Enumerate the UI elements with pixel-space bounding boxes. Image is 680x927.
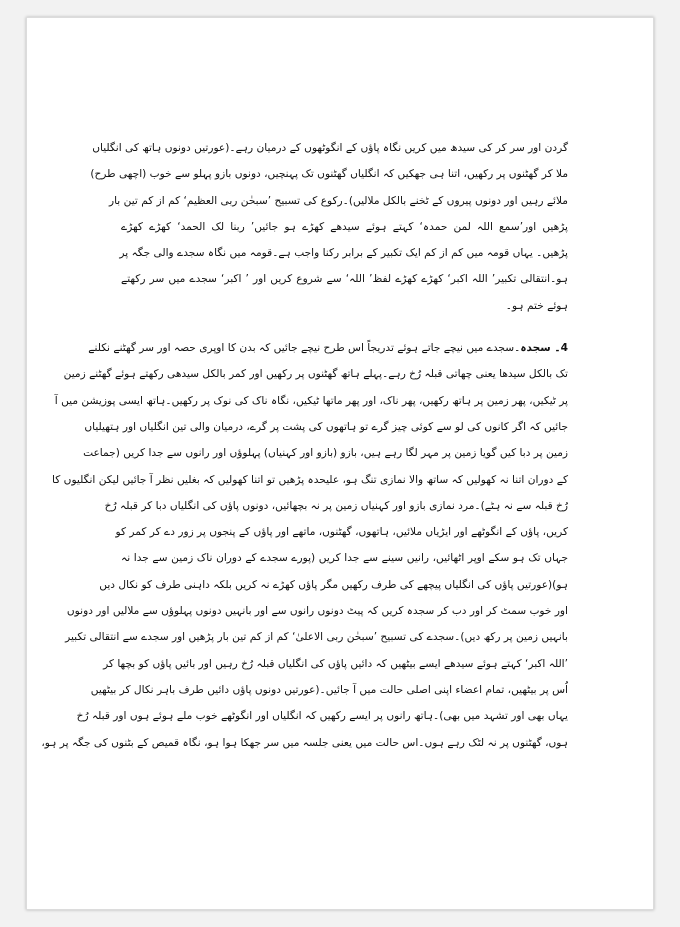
text-line: ملائے رہیں اور دونوں پیروں کے ٹخنے بالکل ملالیں)۔رکوع کی تسبیح ’سبحٰن ربی العظیم‘ کم از کم تین بار [108, 194, 568, 207]
text-line: اور خوب سمٹ کر اور دب کر سجدہ کریں کہ پیٹ دونوں رانوں سے اور بانہیں دونوں پہلوؤں سے ملالیں اور دونوں [66, 605, 568, 618]
document-page [26, 17, 654, 910]
text-line: رُخ قبلہ سے نہ ہٹے)۔مرد نمازی بازو اور کہنیاں زمین پر نہ بچھائیں، دونوں پاؤں کی انگلیاں دبا کر قبلہ رُخ [104, 499, 568, 512]
text-line: گردن اور سر کر کی سیدھ میں کریں نگاہ پاؤں کے انگوٹھوں کے درمیان رہے۔(عورتیں دونوں ہاتھ کی انگلیاں [92, 142, 568, 154]
text-line: تک بالکل سیدھا یعنی چھاتی قبلہ رُخ رہے۔پہلے ہاتھ گھٹنوں پر رکھیں اور کمر بالکل سیدھی رکھتے ہوئے گھٹنے زمین [63, 368, 568, 381]
text-line: بانہیں زمین پر رکھ دیں)۔سجدے کی تسبیح ’سبحٰن ربی الاعلیٰ‘ کم از کم تین بار پڑھیں اور سجدے سے انتقالی تکبیر [65, 631, 568, 644]
text-line: ہوں، گھٹنوں پر نہ لٹک رہے ہوں۔اس حالت میں یعنی جلسہ میں سر جھکا ہوا ہو، نگاہ قمیص کے بٹنوں کی جگہ پر ہو، [41, 736, 568, 749]
text-line: کریں، پاؤں کے انگوٹھے اور ایڑیاں ملائیں، ہاتھوں، گھٹنوں، ماتھے اور پاؤں کے پنجوں پر زور دے کر کمر کو [115, 526, 568, 539]
text-line: جائیں کہ اگر کانوں کی لو سے کوئی چیز گرے تو ہاتھوں کی پشت پر گرے، درمیان والی تین انگلیاں اور ہتھیلیاں [84, 420, 568, 433]
text-line-with-heading [88, 335, 568, 361]
text-line: یہاں بھی اور تشہد میں بھی)۔ہاتھ رانوں پر ایسے رکھیں کہ انگلیاں اور انگوٹھے خوب ملے ہوئے ہوں اور قبلہ رُخ [76, 710, 568, 723]
text-line: ’اللہ اکبر‘ کہتے ہوئے سیدھے ایسے بیٹھیں کہ دائیں پاؤں کی انگلیاں قبلہ رُخ رہیں اور بائیں پاؤں کو بچھا کر [103, 657, 568, 670]
text-line: ہو۔انتقالی تکبیر’ اللہ اکبر‘ کھڑے کھڑے لفظ’ اللہ‘ سے شروع کریں اور ’ اکبر‘ سجدے میں سر رکھتے [121, 273, 568, 286]
text-line: ہو)(عورتیں پاؤں کی انگلیاں پیچھے کی طرف رکھیں مگر پاؤں کھڑے نہ کریں بلکہ داہنی طرف کو نکال دیں [99, 578, 568, 591]
text-line: پر ٹیکیں، پھر زمین پر ہاتھ رکھیں، پھر ناک، اور پھر ماتھا ٹیکیں، نگاہ ناک کی نوک پر رکھیں۔ہاتھ ایسی پوزیشن میں آ [54, 394, 568, 407]
text-line: اُس پر بیٹھیں، تمام اعضاء اپنی اصلی حالت میں آ جائیں۔(عورتیں دونوں پاؤں دائیں طرف باہر نکال کر بیٹھیں [90, 683, 568, 696]
text-line: زمین پر دبا کیں گویا زمین پر مہر لگا رہے ہیں، بازو (بازو اور کہنیاں) پہلوؤں اور رانوں سے جدا کریں (جماعت [83, 447, 568, 460]
text-line: پڑھیں۔ یہاں قومہ میں کم از کم ایک تکبیر کے برابر رکنا واجب ہے۔قومہ میں نگاہ سجدے والی جگہ پر [119, 247, 568, 260]
paragraph-sajdah [41, 335, 568, 756]
text-line: کے دوران اتنا نہ کھولیں کہ ساتھ والا نمازی تنگ ہو، علیحدہ پڑھیں تو اتنا کھولیں کہ بغلیں نظر آ جائیں لیکن انگلیوں کا [52, 473, 568, 486]
document-body [41, 135, 568, 756]
section-heading: 4۔ سجدہ [520, 342, 568, 355]
paragraph-spacer [121, 319, 568, 335]
text-line: ہوئے ختم ہو۔ [505, 299, 568, 312]
text-line: جہاں تک ہو سکے اوپر اٹھائیں، رانیں سینے سے جدا کریں (پورے سجدے کے دوران ناک زمین سے جدا نہ [121, 552, 568, 565]
text-line: پڑھیں اور’سمع اللہ لمن حمدہ‘ کہتے ہوئے سیدھے کھڑے ہو جائیں’ ربنا لک الحمد‘ کھڑے کھڑے [121, 220, 568, 233]
text-line: ۔سجدے میں نیچے جاتے ہوئے تدریجاً اس طرح نیچے جائیں کہ بدن کا اوپری حصہ اور سر گھٹنے نکلنے [88, 342, 521, 355]
text-line: ملا کر گھٹنوں پر رکھیں، اتنا ہی جھکیں کہ انگلیاں گھٹنوں تک پہنچیں، دونوں بازو پہلو سے خوب (اچھی طرح) [90, 168, 568, 181]
paragraph-ruku [90, 135, 568, 319]
